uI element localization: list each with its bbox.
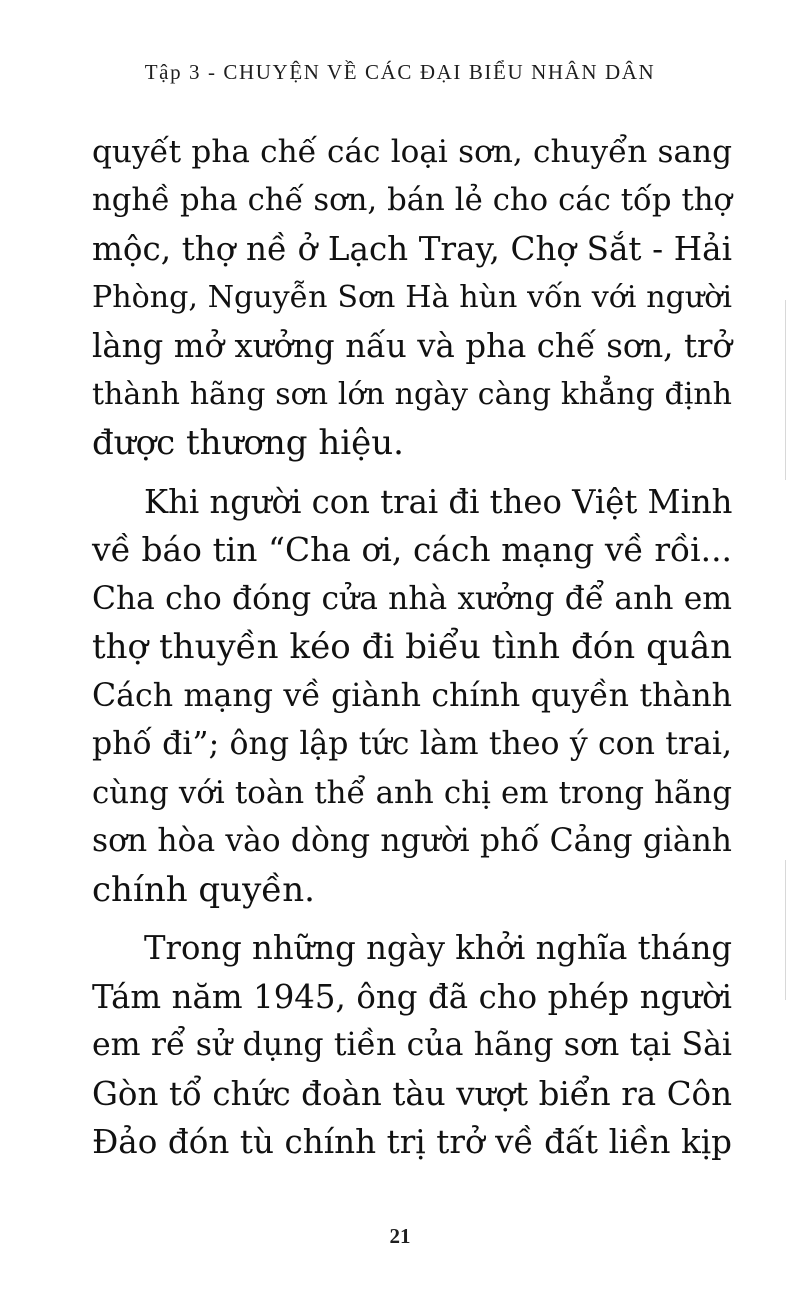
- text-line: quyết pha chế các loại sơn, chuyển sang: [92, 134, 732, 170]
- scan-edge-mark: [785, 860, 786, 1000]
- text-line: làng mở xưởng nấu và pha chế sơn, trở: [92, 327, 732, 365]
- text-line: về báo tin “Cha ơi, cách mạng về rồi...: [92, 530, 732, 569]
- text-line: Đảo đón tù chính trị trở về đất liền kịp: [92, 1123, 732, 1161]
- text-line: mộc, thợ nề ở Lạch Tray, Chợ Sắt - Hải: [92, 230, 732, 268]
- text-line: Gòn tổ chức đoàn tàu vượt biển ra Côn: [92, 1074, 732, 1113]
- text-line: nghề pha chế sơn, bán lẻ cho các tốp thợ: [92, 182, 732, 218]
- text-line: em rể sử dụng tiền của hãng sơn tại Sài: [92, 1027, 732, 1063]
- scan-edge-mark: [785, 300, 786, 480]
- text-line: cùng với toàn thể anh chị em trong hãng: [92, 774, 732, 811]
- text-line: thợ thuyền kéo đi biểu tình đón quân: [92, 627, 732, 667]
- body-text: [92, 128, 732, 1167]
- text-line: Phòng, Nguyễn Sơn Hà hùn vốn với người: [92, 279, 732, 315]
- text-line: thành hãng sơn lớn ngày càng khẳng định: [92, 376, 732, 412]
- text-line: Khi người con trai đi theo Việt Minh: [144, 482, 733, 521]
- paragraph-2: [92, 478, 732, 915]
- paragraph-1: [92, 128, 732, 468]
- text-line: Cha cho đóng cửa nhà xưởng để anh em: [92, 580, 732, 617]
- text-line: sơn hòa vào dòng người phố Cảng giành: [92, 823, 732, 859]
- running-header: Tập 3 - CHUYỆN VỀ CÁC ĐẠI BIỂU NHÂN DÂN: [144, 60, 656, 84]
- text-line: Tám năm 1945, ông đã cho phép người: [92, 977, 732, 1016]
- paragraph-3: [92, 924, 732, 1167]
- text-line: Cách mạng về giành chính quyền thành: [92, 677, 732, 714]
- page-number: 21: [389, 1224, 411, 1248]
- text-line: được thương hiệu.: [92, 423, 404, 463]
- text-line: phố đi”; ông lập tức làm theo ý con trai,: [92, 726, 732, 762]
- text-line: chính quyền.: [92, 869, 315, 910]
- text-line: Trong những ngày khởi nghĩa tháng: [144, 929, 733, 967]
